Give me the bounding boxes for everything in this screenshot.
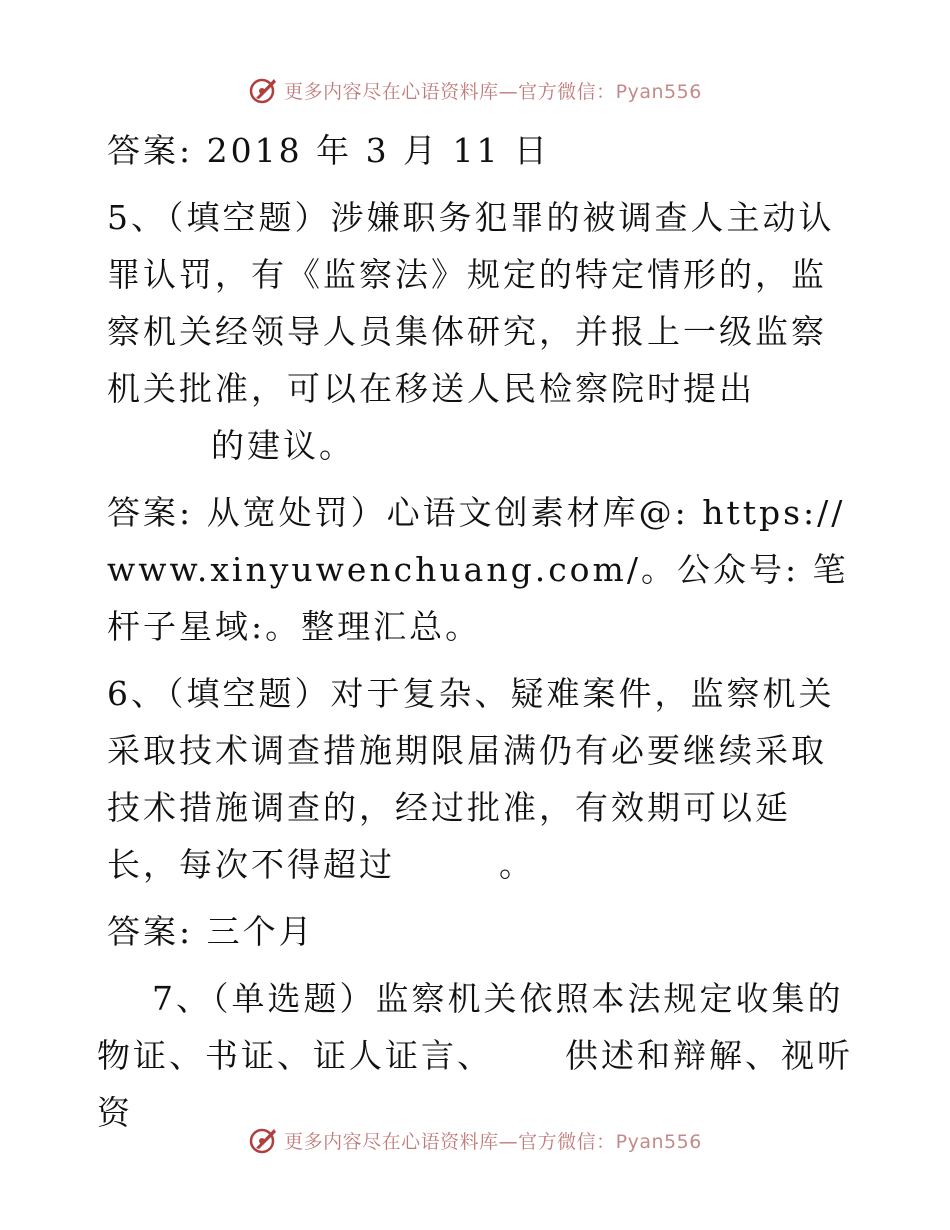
- answer-4: 答案: 2018 年 3 月 11 日: [107, 131, 551, 170]
- question-7: [97, 970, 857, 1141]
- document-body: [97, 122, 857, 1141]
- watermark-text: 更多内容尽在心语资料库—官方微信：: [284, 80, 616, 103]
- question-7-text: 7、（单选题）监察机关依照本法规定收集的物证、书证、证人证言、: [97, 979, 844, 1075]
- answer-5: 答案: 从宽处罚）心语文创素材库@: https://www.xinyuwenchuang.com/。公众号: 笔杆子星域:。整理汇总。: [107, 493, 849, 646]
- question-6-text: 6、（填空题）对于复杂、疑难案件，监察机关采取技术调查措施期限届满仍有必要继续采取技术措施调查的，经过批准，有效期可以延长，每次不得超过: [107, 674, 835, 884]
- question-5-tail: 的建议。: [211, 426, 355, 465]
- watermark-text: 更多内容尽在心语资料库—官方微信：: [284, 1130, 616, 1153]
- question-5: [97, 189, 857, 474]
- question-6: [97, 665, 857, 893]
- watermark-header: [0, 70, 950, 110]
- watermark-wechat-id: Pyan556: [615, 1130, 702, 1153]
- answer-6: 答案: 三个月: [107, 912, 315, 951]
- quill-logo-icon: [248, 1124, 280, 1156]
- question-6-tail: 。: [499, 845, 535, 884]
- question-5-text: 5、（填空题）涉嫌职务犯罪的被调查人主动认罪认罚，有《监察法》规定的特定情形的，监察机关经领导人员集体研究，并报上一级监察机关批准，可以在移送人民检察院时提出: [107, 198, 835, 408]
- question-7-tail: 供述和辩解、视听资: [97, 1036, 853, 1132]
- quill-logo-icon: [248, 74, 280, 106]
- watermark-footer: [0, 1120, 950, 1160]
- watermark-wechat-id: Pyan556: [615, 80, 702, 103]
